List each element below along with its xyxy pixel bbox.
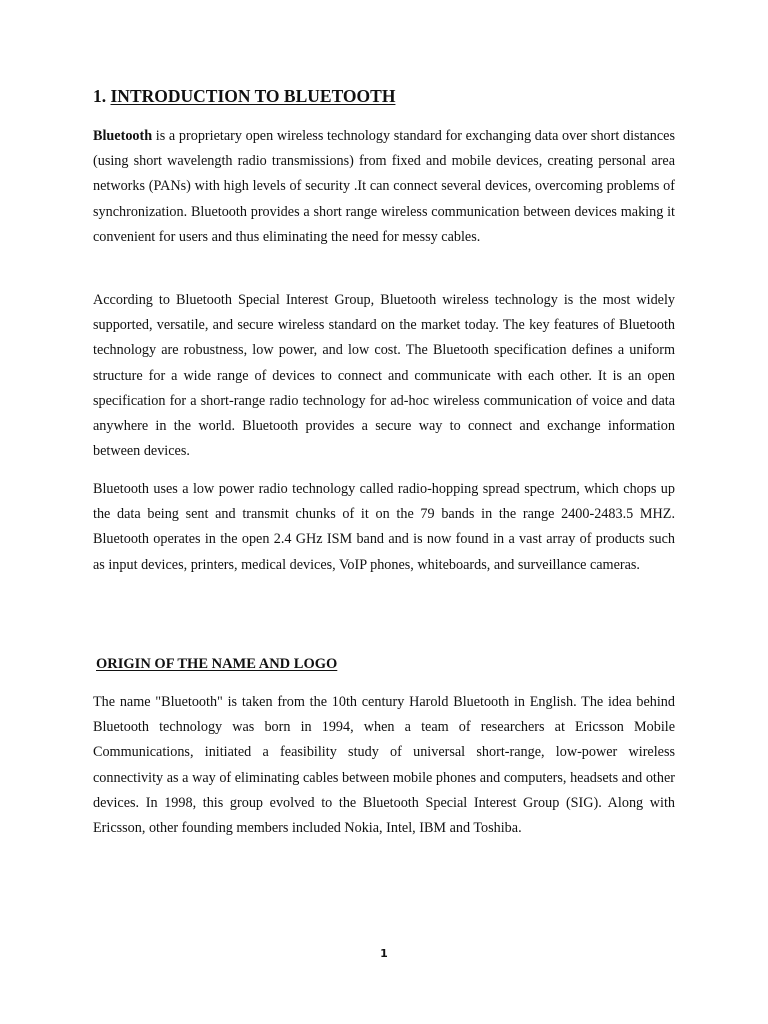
section-heading-origin: ORIGIN OF THE NAME AND LOGO [96,656,338,672]
intro-paragraph-1 [93,124,675,250]
page-number: 1 [380,947,388,960]
intro-paragraph-1-text: is a proprietary open wireless technology standard for exchanging data over short distances (using short wavelength radio transmissions) from fixed and mobile devices, creating personal area networks (PANs) with high levels of security .It can connect several devices, overcoming problems of synchronization. Bluetooth provides a short range wireless communication between devices making it convenient for users and thus eliminating the need for messy cables. [93,128,675,245]
intro-paragraph-3: Bluetooth uses a low power radio technology called radio-hopping spread spectrum, which chops up the data being sent and transmit chunks of it on the 79 bands in the range 2400-2483.5 MHZ. Bluetooth operates in the open 2.4 GHz ISM band and is now found in a vast array of products such as input devices, printers, medical devices, VoIP phones, whiteboards, and surveillance cameras. [93,481,675,573]
origin-paragraph: The name "Bluetooth" is taken from the 10th century Harold Bluetooth in English. The idea behind Bluetooth technology was born in 1994, when a team of researchers at Ericsson Mobile Communications, initiated a feasibility study of universal short-range, low-power wireless connectivity as a way of eliminating cables between mobile phones and computers, headsets and other devices. In 1998, this group evolved to the Bluetooth Special Interest Group (SIG). Along with Ericsson, other founding members included Nokia, Intel, IBM and Toshiba. [93,694,675,837]
intro-paragraph-2: According to Bluetooth Special Interest Group, Bluetooth wireless technology is the most widely supported, versatile, and secure wireless standard on the market today. The key features of Bluetooth technology are robustness, low power, and low cost. The Bluetooth specification defines a uniform structure for a wide range of devices to connect and communicate with each other. It is an open specification for a short-range radio technology for ad-hoc wireless communication of voice and data anywhere in the world. Bluetooth provides a secure way to connect and exchange information between devices. [93,292,675,460]
section-title: INTRODUCTION TO BLUETOOTH [110,86,396,106]
section-heading-introduction [93,86,395,107]
bold-term-bluetooth: Bluetooth [93,128,153,144]
section-number: 1. [93,86,107,106]
